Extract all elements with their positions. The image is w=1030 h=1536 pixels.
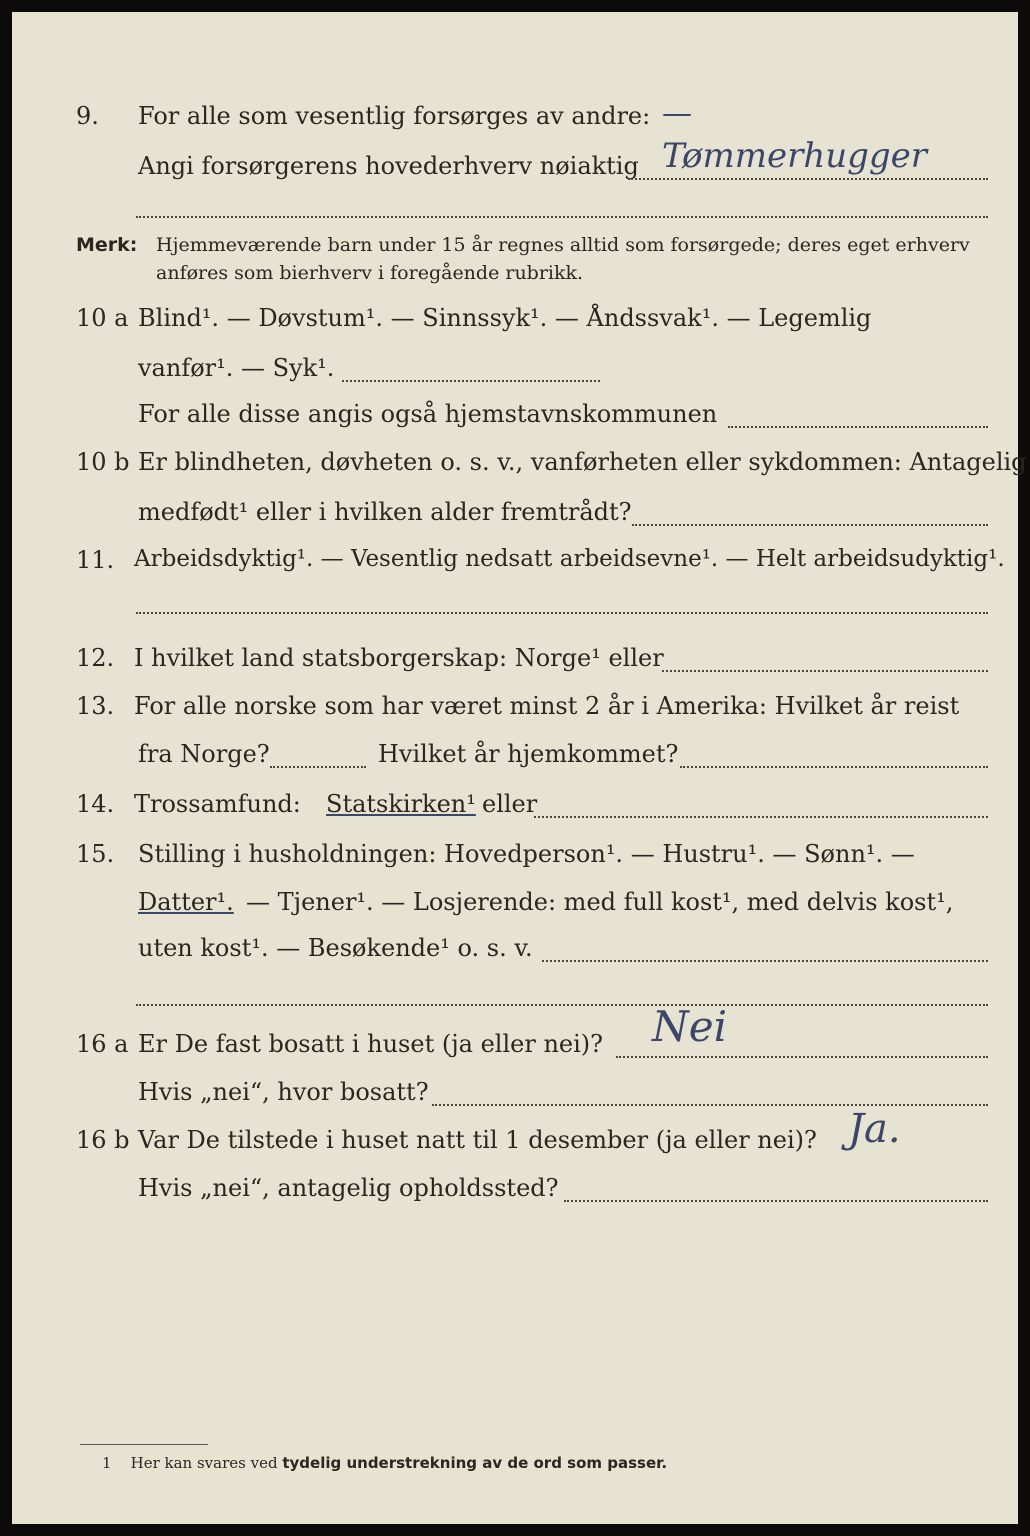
answer-line bbox=[680, 766, 988, 768]
question-15-line-2 bbox=[12, 888, 1018, 922]
underlined-option: Datter¹. bbox=[138, 888, 234, 916]
question-11 bbox=[12, 546, 1018, 580]
question-number: 16 b bbox=[76, 1126, 130, 1154]
answer-line bbox=[662, 670, 988, 672]
question-16b-line-2 bbox=[12, 1174, 1018, 1208]
question-number: 16 a bbox=[76, 1030, 129, 1058]
question-10a-line-2 bbox=[12, 354, 1018, 388]
question-text: Blind¹. — Døvstum¹. — Sinnssyk¹. — Åndssvak¹. — Legemlig bbox=[138, 304, 872, 332]
answer-line bbox=[616, 1056, 988, 1058]
question-number: 14. bbox=[76, 790, 115, 818]
answer-line bbox=[728, 426, 988, 428]
handwritten-answer: Nei bbox=[652, 1002, 728, 1051]
handwritten-answer: Ja. bbox=[848, 1106, 901, 1152]
footnote bbox=[102, 1454, 667, 1472]
answer-line bbox=[270, 766, 366, 768]
question-number: 10 b bbox=[76, 448, 130, 476]
answer-line bbox=[136, 1004, 988, 1006]
question-text: Hvis „nei“, hvor bosatt? bbox=[138, 1078, 429, 1106]
question-text: For alle disse angis også hjemstavnskommunen bbox=[138, 400, 718, 428]
question-text: Arbeidsdyktig¹. — Vesentlig nedsatt arbeidsevne¹. — Helt arbeidsudyktig¹. bbox=[134, 546, 1005, 572]
footnote-rule bbox=[80, 1444, 208, 1445]
question-number: 9. bbox=[76, 102, 99, 130]
question-9-line-2 bbox=[12, 136, 1018, 186]
question-13-line-2 bbox=[12, 740, 1018, 774]
question-text: Angi forsørgerens hovederhverv nøiaktig bbox=[138, 152, 639, 180]
question-text: Hvilket år hjemkommet? bbox=[378, 740, 679, 768]
question-text: uten kost¹. — Besøkende¹ o. s. v. bbox=[138, 934, 533, 962]
footnote-text: Her kan svares ved bbox=[130, 1454, 278, 1472]
question-text: vanfør¹. — Syk¹. bbox=[138, 354, 335, 382]
question-10b-line-2 bbox=[12, 498, 1018, 532]
question-10b bbox=[12, 448, 1027, 482]
question-text: Er blindheten, døvheten o. s. v., vanførheten eller sykdommen: Antagelig bbox=[138, 448, 1027, 476]
question-10a bbox=[12, 304, 1018, 338]
question-text: — Tjener¹. — Losjerende: med full kost¹, med delvis kost¹, bbox=[246, 888, 954, 916]
note-text: Hjemmeværende barn under 15 år regnes alltid som forsørgede; deres eget erhverv bbox=[156, 234, 970, 256]
question-text: For alle norske som har været minst 2 år i Amerika: Hvilket år reist bbox=[134, 692, 960, 720]
question-number: 13. bbox=[76, 692, 115, 720]
question-16b bbox=[12, 1106, 1018, 1160]
question-text: fra Norge? bbox=[138, 740, 270, 768]
question-10a-line-3 bbox=[12, 400, 1018, 434]
question-number: 10 a bbox=[76, 304, 129, 332]
question-text: I hvilket land statsborgerskap: Norge¹ eller bbox=[134, 644, 664, 672]
question-text: Er De fast bosatt i huset (ja eller nei)? bbox=[138, 1030, 604, 1058]
question-text: Stilling i husholdningen: Hovedperson¹. — Hustru¹. — Sønn¹. — bbox=[138, 840, 915, 868]
answer-line bbox=[632, 524, 988, 526]
question-number: 11. bbox=[76, 546, 115, 574]
question-number: 12. bbox=[76, 644, 115, 672]
question-15 bbox=[12, 840, 1018, 874]
answer-line bbox=[136, 216, 988, 218]
answer-line bbox=[534, 816, 988, 818]
footnote-bold-text: tydelig understrekning av de ord som passer. bbox=[282, 1454, 668, 1472]
question-text: Trossamfund: bbox=[134, 790, 301, 818]
answer-line bbox=[136, 612, 988, 614]
question-text: medfødt¹ eller i hvilken alder fremtrådt? bbox=[138, 498, 632, 526]
note-label: Merk: bbox=[76, 234, 138, 256]
handwritten-answer: Tømmerhugger bbox=[662, 136, 928, 176]
note-line-2 bbox=[12, 262, 1018, 296]
answer-line bbox=[342, 380, 600, 382]
question-text: Var De tilstede i huset natt til 1 desember (ja eller nei)? bbox=[138, 1126, 817, 1154]
census-form-page bbox=[12, 12, 1027, 1524]
underlined-option: Statskirken¹ bbox=[326, 790, 476, 818]
question-14 bbox=[12, 790, 1018, 824]
question-number: 15. bbox=[76, 840, 115, 868]
footnote-mark: 1 bbox=[102, 1454, 112, 1472]
question-13 bbox=[12, 692, 1018, 726]
answer-line bbox=[432, 1104, 988, 1106]
answer-line bbox=[542, 960, 988, 962]
question-9 bbox=[12, 96, 1018, 136]
question-text: Hvis „nei“, antagelig opholdssted? bbox=[138, 1174, 559, 1202]
handwritten-answer: — bbox=[662, 96, 692, 131]
question-15-line-3 bbox=[12, 934, 1018, 968]
answer-line bbox=[564, 1200, 988, 1202]
question-12 bbox=[12, 644, 1018, 678]
question-text: eller bbox=[482, 790, 538, 818]
question-text: For alle som vesentlig forsørges av andre: bbox=[138, 102, 651, 130]
answer-line bbox=[628, 178, 988, 180]
note-text: anføres som bierhverv i foregående rubrikk. bbox=[156, 262, 584, 284]
question-16a bbox=[12, 1002, 1018, 1064]
